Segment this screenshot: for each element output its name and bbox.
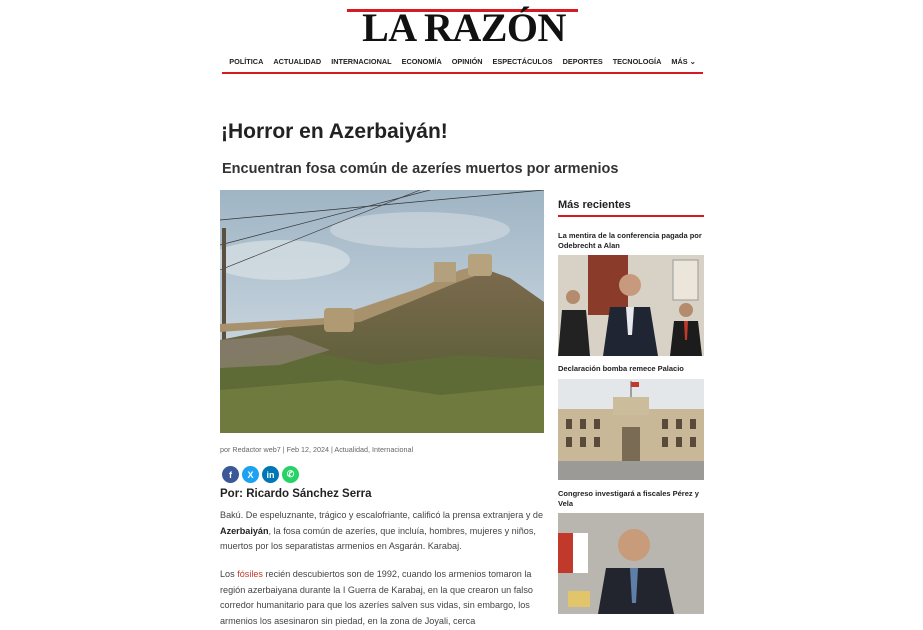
nav-item-mas-dropdown[interactable]: MÁS ⌄ — [671, 57, 696, 66]
article-paragraph — [220, 567, 545, 629]
facebook-share-icon[interactable]: f — [222, 466, 239, 483]
nav-item-actualidad[interactable]: ACTUALIDAD — [273, 57, 322, 66]
paragraph-text: Bakú. De espeluznante, trágico y escalofriante, calificó la prensa extranjera y de — [220, 510, 544, 520]
sidebar-item-image[interactable] — [558, 513, 704, 614]
article-meta: por Redactor web7 | Feb 12, 2024 | Actualidad, Internacional — [220, 445, 414, 454]
sidebar-item-title[interactable]: La mentira de la conferencia pagada por Odebrecht a Alan — [558, 231, 702, 250]
nav-item-tecnologia[interactable]: TECNOLOGÍA — [612, 57, 662, 66]
nav-item-deportes[interactable]: DEPORTES — [562, 57, 603, 66]
sidebar-divider — [558, 215, 704, 217]
x-share-icon[interactable]: X — [242, 466, 259, 483]
site-logo[interactable]: LA RAZÓN — [362, 5, 566, 50]
sidebar-item-title[interactable]: Congreso investigará a fiscales Pérez y Vela — [558, 489, 699, 508]
sidebar-item-title[interactable]: Declaración bomba remece Palacio — [558, 364, 684, 373]
sidebar-heading: Más recientes — [558, 199, 631, 211]
paragraph-text: , la fosa común de azeríes, que incluía, hombres, mujeres y niños, muertos por los separatistas armenios en Asgarán. Karabaj. — [220, 525, 536, 552]
article-title: ¡Horror en Azerbaiyán! — [221, 120, 448, 143]
nav-item-espectaculos[interactable]: ESPECTÁCULOS — [492, 57, 553, 66]
sidebar-item-image[interactable] — [558, 379, 704, 480]
article-subtitle: Encuentran fosa común de azeríes muertos por armenios — [222, 161, 619, 177]
share-bar — [222, 466, 299, 483]
main-nav — [222, 55, 703, 69]
nav-item-internacional[interactable]: INTERNACIONAL — [331, 57, 392, 66]
nav-divider — [222, 72, 703, 74]
whatsapp-share-icon[interactable]: ✆ — [282, 466, 299, 483]
paragraph-bold: Azerbaiyán — [220, 525, 269, 536]
nav-item-politica[interactable]: POLÍTICA — [229, 57, 264, 66]
linkedin-share-icon[interactable]: in — [262, 466, 279, 483]
sidebar-item-image[interactable] — [558, 255, 704, 356]
article-hero-image — [220, 190, 544, 433]
article-byline: Por: Ricardo Sánchez Serra — [220, 488, 372, 500]
paragraph-text: Los — [220, 569, 238, 579]
nav-item-economia[interactable]: ECONOMÍA — [401, 57, 442, 66]
nav-item-opinion[interactable]: OPINIÓN — [451, 57, 483, 66]
paragraph-text: recién descubiertos son de 1992, cuando los armenios tomaron la región azerbaiyana durante la I Guerra de Karabaj, en la que crearon un falso corredor humanitario para que los azeríes salven sus vidas, sin embargo, los armenios los asesinaron sin piedad, en la zona de Joyali, cerca — [220, 569, 533, 626]
fosiles-link[interactable]: fósiles — [237, 569, 263, 579]
article-paragraph — [220, 508, 545, 555]
